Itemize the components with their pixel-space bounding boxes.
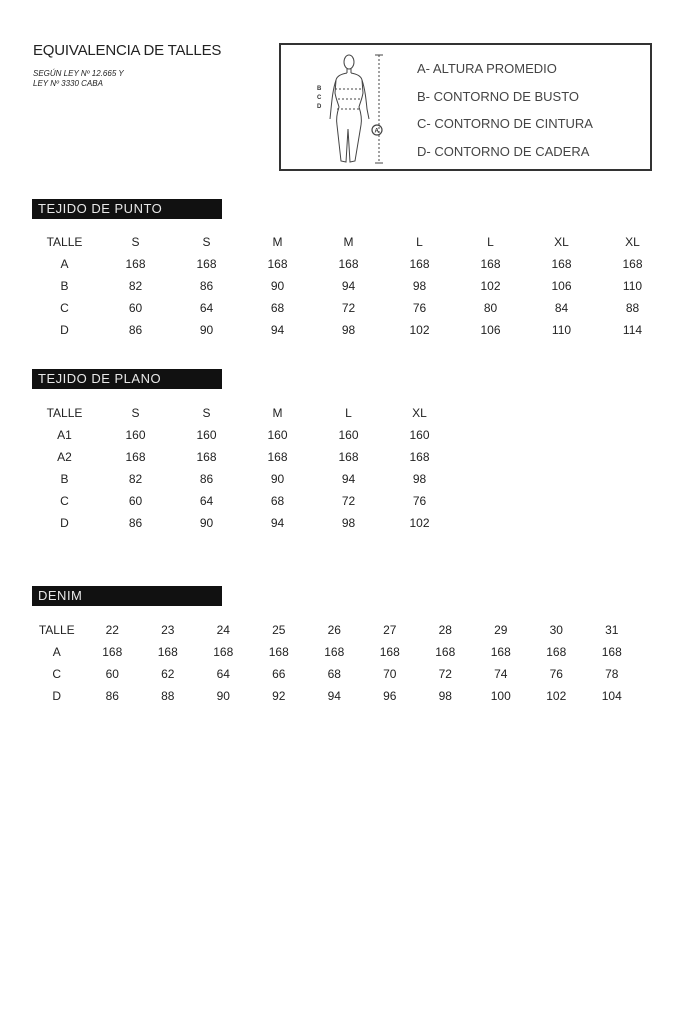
table-row-label: A xyxy=(60,257,69,271)
table-cell: 102 xyxy=(409,516,430,530)
table-cell: 168 xyxy=(267,450,288,464)
table-row xyxy=(29,275,668,297)
table-header-cell: XL xyxy=(625,235,640,249)
figure-mark-c: C xyxy=(317,95,322,101)
table-cell: 104 xyxy=(601,689,622,703)
section-header-denim: DENIM xyxy=(32,586,222,606)
table-cell: 168 xyxy=(622,257,643,271)
body-figure-icon xyxy=(301,49,391,167)
table-cell: 98 xyxy=(412,279,427,293)
size-table-tejido-punto xyxy=(29,231,668,341)
table-cell: 86 xyxy=(199,279,214,293)
table-header-row xyxy=(29,619,640,641)
table-cell: 160 xyxy=(125,428,146,442)
table-cell: 64 xyxy=(216,667,230,681)
table-cell: 106 xyxy=(480,323,501,337)
table-cell: 90 xyxy=(270,472,285,486)
table-cell: 86 xyxy=(199,472,214,486)
table-header-cell: TALLE xyxy=(46,406,83,420)
figure-mark-b: B xyxy=(317,86,322,92)
table-cell: 168 xyxy=(409,257,430,271)
table-header-cell: 28 xyxy=(438,623,452,637)
table-cell: 96 xyxy=(383,689,397,703)
table-cell: 160 xyxy=(338,428,359,442)
table-row-label: A1 xyxy=(57,428,72,442)
measurement-legend xyxy=(279,43,652,171)
table-row xyxy=(29,490,455,512)
table-cell: 62 xyxy=(161,667,175,681)
table-header-cell: 27 xyxy=(383,623,397,637)
table-cell: 78 xyxy=(605,667,619,681)
table-header-cell: 31 xyxy=(605,623,619,637)
table-cell: 168 xyxy=(102,645,123,659)
table-cell: 168 xyxy=(268,645,289,659)
table-cell: 76 xyxy=(412,301,427,315)
table-header-cell: 22 xyxy=(105,623,119,637)
table-cell: 168 xyxy=(601,645,622,659)
table-cell: 98 xyxy=(438,689,452,703)
table-cell: 160 xyxy=(196,428,217,442)
table-cell: 60 xyxy=(105,667,119,681)
table-header-cell: M xyxy=(343,235,354,249)
table-row xyxy=(29,253,668,275)
table-row xyxy=(29,424,455,446)
table-cell: 98 xyxy=(412,472,427,486)
table-row-label: A2 xyxy=(57,450,72,464)
table-cell: 168 xyxy=(379,645,400,659)
table-row-label: C xyxy=(60,494,69,508)
table-header-cell: L xyxy=(416,235,423,249)
table-cell: 64 xyxy=(199,301,214,315)
table-row xyxy=(29,685,640,707)
legend-item-cadera: D- CONTORNO DE CADERA xyxy=(417,143,590,159)
table-cell: 82 xyxy=(128,472,143,486)
table-row xyxy=(29,512,455,534)
table-header-cell: TALLE xyxy=(38,623,75,637)
table-cell: 68 xyxy=(327,667,341,681)
table-cell: 86 xyxy=(128,516,143,530)
table-cell: 60 xyxy=(128,494,143,508)
table-header-cell: 24 xyxy=(216,623,230,637)
figure-mark-d: D xyxy=(317,104,322,110)
table-header-cell: S xyxy=(131,235,140,249)
table-row-label: B xyxy=(60,472,69,486)
table-header-cell: L xyxy=(487,235,494,249)
table-header-cell: 23 xyxy=(161,623,175,637)
table-cell: 168 xyxy=(125,450,146,464)
table-cell: 94 xyxy=(341,472,356,486)
table-header-cell: M xyxy=(272,235,283,249)
table-cell: 94 xyxy=(270,323,285,337)
size-table-tejido-plano xyxy=(29,402,455,534)
figure-mark-a: A xyxy=(374,128,379,135)
table-cell: 80 xyxy=(483,301,498,315)
table-cell: 92 xyxy=(272,689,286,703)
table-cell: 82 xyxy=(128,279,143,293)
table-cell: 168 xyxy=(490,645,511,659)
law-reference-line-1: SEGÚN LEY Nº 12.665 Y xyxy=(33,69,124,78)
size-table-denim xyxy=(29,619,640,707)
table-cell: 98 xyxy=(341,323,356,337)
legend-item-busto: B- CONTORNO DE BUSTO xyxy=(417,88,580,104)
table-row-label: A xyxy=(52,645,61,659)
table-row xyxy=(29,297,668,319)
table-cell: 168 xyxy=(157,645,178,659)
table-cell: 114 xyxy=(622,323,643,337)
table-row-label: B xyxy=(60,279,69,293)
table-cell: 84 xyxy=(554,301,569,315)
table-row-label: C xyxy=(60,301,69,315)
table-cell: 168 xyxy=(480,257,501,271)
table-cell: 68 xyxy=(270,301,285,315)
table-cell: 168 xyxy=(546,645,567,659)
table-cell: 168 xyxy=(551,257,572,271)
legend-item-altura: A- ALTURA PROMEDIO xyxy=(417,61,557,76)
table-cell: 64 xyxy=(199,494,214,508)
table-header-cell: S xyxy=(202,406,211,420)
table-cell: 94 xyxy=(341,279,356,293)
table-row-label: D xyxy=(52,689,62,703)
table-cell: 94 xyxy=(270,516,285,530)
table-cell: 72 xyxy=(341,301,356,315)
table-cell: 88 xyxy=(625,301,640,315)
table-cell: 90 xyxy=(199,323,214,337)
table-cell: 94 xyxy=(327,689,341,703)
table-cell: 66 xyxy=(272,667,286,681)
table-header-cell: M xyxy=(272,406,283,420)
table-row xyxy=(29,663,640,685)
table-cell: 76 xyxy=(549,667,563,681)
table-cell: 168 xyxy=(409,450,430,464)
table-cell: 86 xyxy=(105,689,119,703)
table-row-label: D xyxy=(60,516,69,530)
table-header-row xyxy=(29,231,668,253)
table-cell: 168 xyxy=(196,450,217,464)
table-header-row xyxy=(29,402,455,424)
table-cell: 72 xyxy=(341,494,356,508)
table-cell: 86 xyxy=(128,323,143,337)
table-row xyxy=(29,641,640,663)
table-cell: 106 xyxy=(551,279,572,293)
table-header-cell: 25 xyxy=(272,623,286,637)
table-cell: 168 xyxy=(125,257,146,271)
table-cell: 98 xyxy=(341,516,356,530)
law-reference xyxy=(33,69,124,89)
table-cell: 168 xyxy=(196,257,217,271)
table-header-cell: L xyxy=(345,406,352,420)
table-cell: 100 xyxy=(490,689,511,703)
table-cell: 68 xyxy=(270,494,285,508)
table-cell: 90 xyxy=(216,689,230,703)
table-cell: 168 xyxy=(338,257,359,271)
table-cell: 90 xyxy=(270,279,285,293)
section-header-tejido-plano: TEJIDO DE PLANO xyxy=(32,369,222,389)
table-header-cell: S xyxy=(131,406,140,420)
table-cell: 102 xyxy=(546,689,567,703)
table-cell: 72 xyxy=(438,667,452,681)
table-row-label: D xyxy=(60,323,69,337)
table-row xyxy=(29,468,455,490)
table-cell: 110 xyxy=(551,323,572,337)
table-header-cell: XL xyxy=(412,406,427,420)
table-header-cell: XL xyxy=(554,235,569,249)
table-row xyxy=(29,319,668,341)
table-cell: 160 xyxy=(409,428,430,442)
table-cell: 76 xyxy=(412,494,427,508)
table-row-label: C xyxy=(52,667,62,681)
table-cell: 88 xyxy=(161,689,175,703)
table-cell: 70 xyxy=(383,667,397,681)
table-cell: 168 xyxy=(267,257,288,271)
table-cell: 74 xyxy=(494,667,508,681)
section-header-tejido-punto: TEJIDO DE PUNTO xyxy=(32,199,222,219)
table-row xyxy=(29,446,455,468)
table-cell: 168 xyxy=(213,645,234,659)
table-cell: 168 xyxy=(324,645,345,659)
legend-list xyxy=(417,59,593,169)
table-header-cell: S xyxy=(202,235,211,249)
table-cell: 60 xyxy=(128,301,143,315)
table-cell: 168 xyxy=(338,450,359,464)
table-header-cell: 26 xyxy=(327,623,341,637)
table-header-cell: 29 xyxy=(494,623,508,637)
table-header-cell: 30 xyxy=(549,623,563,637)
table-cell: 102 xyxy=(409,323,430,337)
table-cell: 90 xyxy=(199,516,214,530)
table-cell: 102 xyxy=(480,279,501,293)
table-cell: 160 xyxy=(267,428,288,442)
table-header-cell: TALLE xyxy=(46,235,83,249)
page-title: EQUIVALENCIA DE TALLES xyxy=(33,42,222,59)
law-reference-line-2: LEY Nº 3330 CABA xyxy=(33,79,103,88)
legend-item-cintura: C- CONTORNO DE CINTURA xyxy=(417,116,593,131)
table-cell: 168 xyxy=(435,645,456,659)
table-cell: 110 xyxy=(622,279,643,293)
